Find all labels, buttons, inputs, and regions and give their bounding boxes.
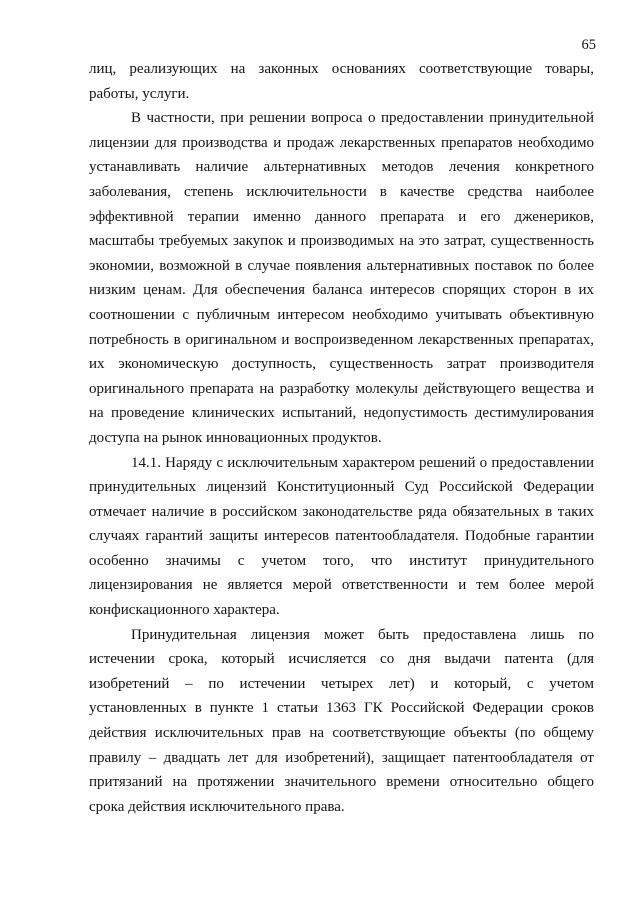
text-line: экономии, возможной в случае появления альтернативных поставок по более bbox=[89, 257, 594, 274]
paragraph bbox=[89, 623, 594, 820]
text-line: В частности, при решении вопроса о предоставлении принудительной bbox=[131, 110, 594, 127]
text-line: установленных в пункте 1 статьи 1363 ГК Российской Федерации сроков bbox=[89, 700, 594, 717]
text-line: их экономическую доступность, существенность затрат производителя bbox=[89, 356, 594, 373]
text-line: лиц, реализующих на законных основаниях соответствующие товары, bbox=[89, 61, 594, 77]
body-text bbox=[89, 57, 594, 819]
text-line: Принудительная лицензия может быть предоставлена лишь по bbox=[131, 626, 594, 643]
text-line: действия исключительных прав на соответствующие объекты (по общему bbox=[89, 725, 594, 742]
paragraph bbox=[89, 451, 594, 623]
text-line: правилу – двадцать лет для изобретений), защищает патентообладателя от bbox=[89, 749, 594, 766]
text-line: соотношении с публичным интересом необходимо учитывать объективную bbox=[89, 306, 594, 323]
text-line: отмечает наличие в российском законодательстве ряда обязательных в таких bbox=[89, 503, 594, 520]
text-line: притязаний на протяжении значительного времени относительно общего bbox=[89, 774, 594, 791]
text-line: эффективной терапии именно данного препарата и его дженериков, bbox=[89, 208, 594, 225]
text-line: оригинального препарата на разработку молекулы действующего вещества и bbox=[89, 380, 594, 397]
text-line: заболевания, степень исключительности в качестве средства наиболее bbox=[89, 183, 594, 200]
text-line: конфискационного характера. bbox=[89, 602, 280, 619]
text-line: особенно значимы с учетом того, что институт принудительного bbox=[89, 552, 594, 569]
text-line: 14.1. Наряду с исключительным характером решений о предоставлении bbox=[131, 454, 594, 471]
text-line: изобретений – по истечении четырех лет) и который, с учетом bbox=[89, 675, 594, 692]
text-line: низким ценам. Для обеспечения баланса интересов спорящих сторон в их bbox=[89, 282, 594, 299]
text-line: случаях гарантий защиты интересов патентообладателя. Подобные гарантии bbox=[89, 528, 594, 545]
text-line: лицензии для производства и продаж лекарственных препаратов необходимо bbox=[89, 134, 594, 151]
text-line: устанавливать наличие альтернативных методов лечения конкретного bbox=[89, 159, 594, 176]
page-number: 65 bbox=[581, 37, 596, 53]
paragraph bbox=[89, 57, 594, 106]
text-line: доступа на рынок инновационных продуктов. bbox=[89, 429, 382, 446]
text-line: работы, услуги. bbox=[89, 85, 190, 102]
text-line: на проведение клинических испытаний, недопустимость дестимулирования bbox=[89, 405, 594, 422]
text-line: истечении срока, который исчисляется со дня выдачи патента (для bbox=[89, 651, 594, 668]
text-line: принудительных лицензий Конституционный Суд Российской Федерации bbox=[89, 479, 594, 496]
text-line: лицензирования не является мерой ответственности и тем более мерой bbox=[89, 577, 594, 594]
text-line: масштабы требуемых закупок и производимых на это затрат, существенность bbox=[89, 233, 594, 250]
text-line: срока действия исключительного права. bbox=[89, 798, 345, 815]
paragraph bbox=[89, 106, 594, 450]
text-line: потребность в оригинальном и воспроизведенном лекарственных препаратах, bbox=[89, 331, 594, 348]
